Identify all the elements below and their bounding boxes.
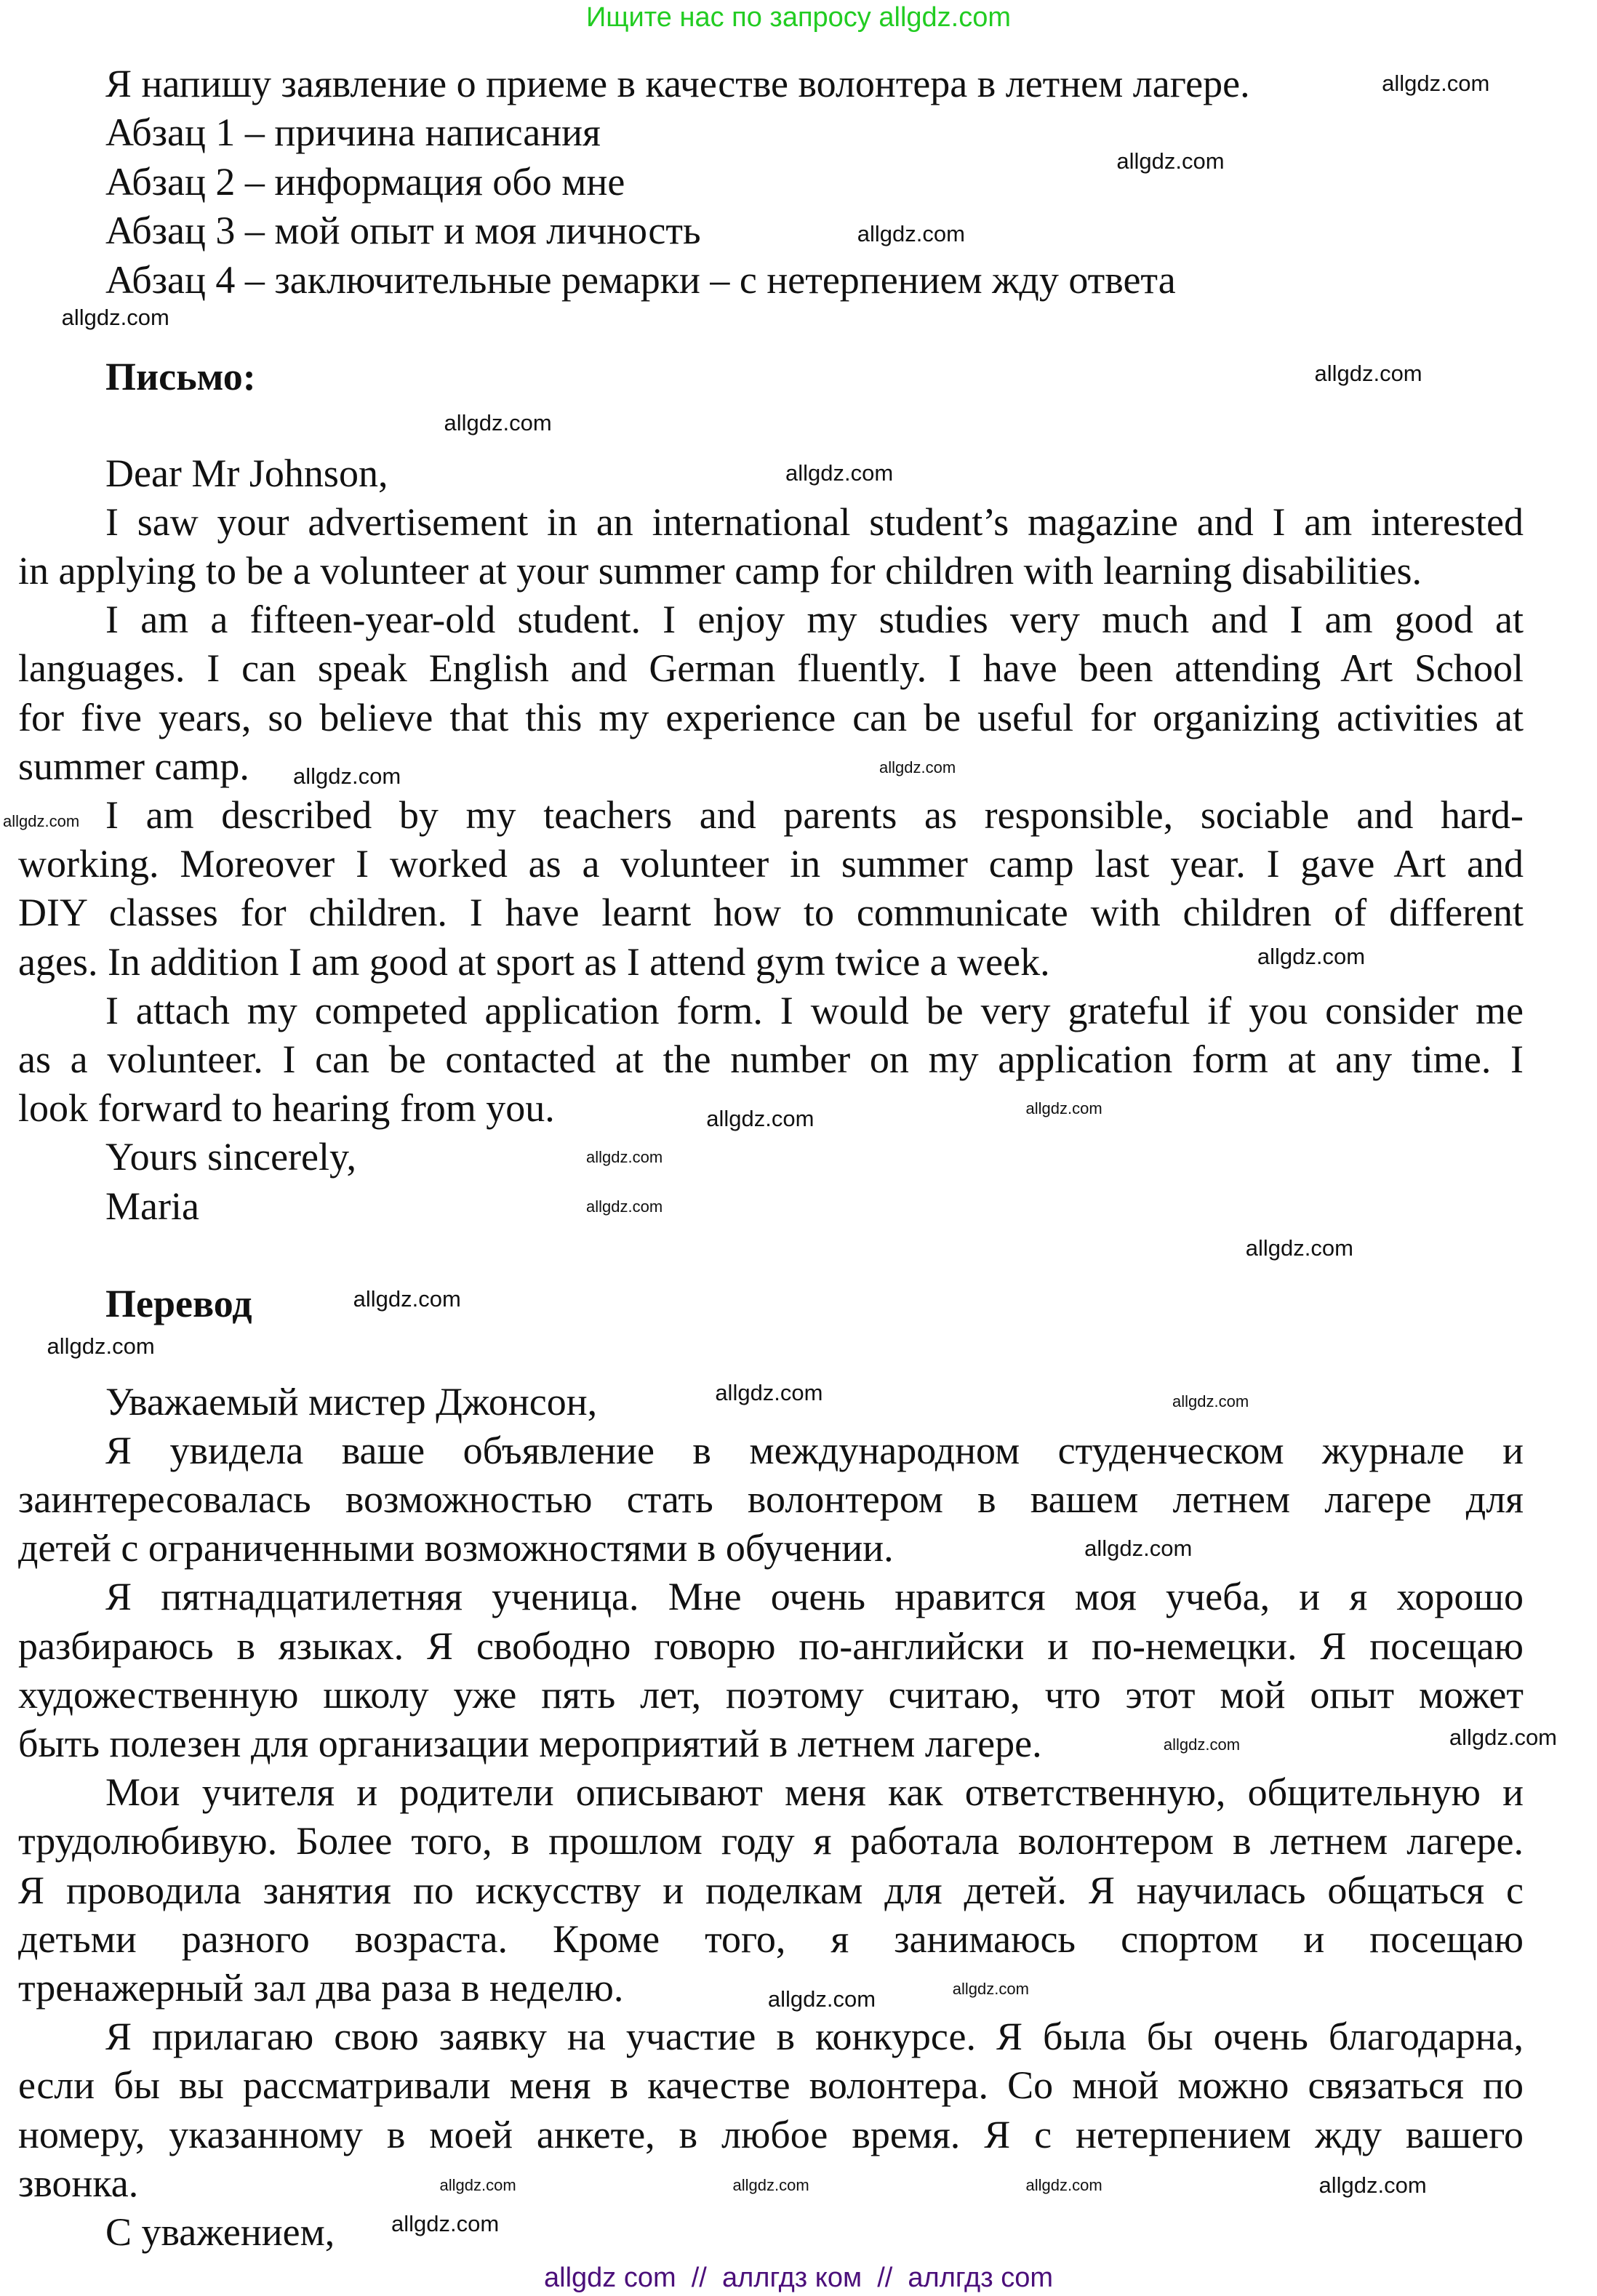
letter-closing: Yours sincerely,: [105, 1135, 356, 1179]
translation-closing: С уважением,: [105, 2209, 335, 2254]
watermark: allgdz.com: [1025, 1099, 1102, 1118]
watermark: allgdz.com: [439, 2176, 516, 2195]
letter-paragraph-line: for five years, so believe that this my experience can be useful for organizing activities at: [18, 695, 1524, 739]
letter-paragraph-line: as a volunteer. I can be contacted at the number on my application form at any time. I: [18, 1037, 1524, 1081]
translation-paragraph-line: детьми разного возраста. Кроме того, я занимаюсь спортом и посещаю: [18, 1916, 1524, 1961]
translation-heading: Перевод: [105, 1281, 252, 1325]
watermark: allgdz.com: [353, 1286, 461, 1312]
letter-paragraph-line: I am described by my teachers and parents as responsible, sociable and hard-: [105, 792, 1524, 837]
watermark: allgdz.com: [1314, 360, 1422, 386]
watermark: allgdz.com: [706, 1106, 814, 1132]
watermark: allgdz.com: [1084, 1535, 1193, 1561]
watermark: allgdz.com: [444, 410, 552, 436]
watermark: allgdz.com: [586, 1197, 663, 1216]
watermark: allgdz.com: [391, 2210, 500, 2236]
letter-paragraph-line: DIY classes for children. I have learnt how to communicate with children of different: [18, 891, 1524, 935]
letter-paragraph-line: working. Moreover I worked as a volunteer in summer camp last year. I gave Art and: [18, 842, 1524, 886]
watermark: allgdz.com: [785, 459, 894, 486]
watermark: allgdz.com: [1163, 1735, 1241, 1754]
watermark: allgdz.com: [952, 1980, 1029, 1999]
intro-line: Абзац 2 – информация обо мне: [105, 159, 625, 204]
footer-banner: allgdz com // аллгдз ком // аллгдз com: [544, 2263, 1053, 2293]
translation-paragraph-line: номеру, указанному в моей анкете, в любое время. Я с нетерпением жду вашего: [18, 2112, 1524, 2156]
translation-paragraph-line: Я увидела ваше объявление в международном студенческом журнале и: [105, 1428, 1524, 1472]
translation-paragraph-line: Я проводила занятия по искусству и поделкам для детей. Я научилась общаться с: [18, 1868, 1524, 1912]
letter-paragraph-line: ages. In addition I am good at sport as I attend gym twice a week.: [18, 939, 1050, 984]
translation-paragraph-line: если бы вы рассматривали меня в качестве волонтера. Со мной можно связаться по: [18, 2063, 1524, 2108]
letter-paragraph-line: I am a fifteen-year-old student. I enjoy my studies very much and I am good at: [105, 598, 1524, 642]
translation-paragraph-line: заинтересовалась возможностью стать волонтером в вашем летнем лагере для: [18, 1477, 1524, 1521]
watermark: allgdz.com: [586, 1147, 663, 1166]
intro-line: Абзац 4 – заключительные ремарки – с нетерпением жду ответа: [105, 257, 1176, 302]
watermark: allgdz.com: [1257, 943, 1366, 969]
intro-line: Я напишу заявление о приеме в качестве волонтера в летнем лагере.: [105, 61, 1250, 105]
letter-paragraph-line: summer camp.: [18, 744, 249, 788]
letter-greeting: Dear Mr Johnson,: [105, 451, 388, 495]
translation-paragraph-line: Мои учителя и родители описывают меня как ответственную, общительную и: [105, 1770, 1524, 1815]
translation-paragraph-line: художественную школу уже пять лет, поэтому считаю, что этот мой опыт может: [18, 1672, 1524, 1717]
intro-line: Абзац 1 – причина написания: [105, 111, 601, 154]
letter-paragraph-line: in applying to be a volunteer at your summer camp for children with learning disabilities.: [18, 548, 1422, 593]
letter-paragraph-line: languages. I can speak English and German fluently. I have been attending Art School: [18, 646, 1524, 691]
translation-greeting: Уважаемый мистер Джонсон,: [105, 1379, 598, 1424]
letter-paragraph-line: look forward to hearing from you.: [18, 1086, 555, 1131]
letter-signature: Maria: [105, 1184, 199, 1228]
watermark: allgdz.com: [47, 1333, 155, 1359]
watermark: allgdz.com: [1382, 70, 1490, 96]
letter-paragraph-line: I saw your advertisement in an international student’s magazine and I am interested: [105, 499, 1524, 544]
translation-paragraph-line: тренажерный зал два раза в неделю.: [18, 1965, 624, 2010]
watermark: allgdz.com: [1172, 1392, 1249, 1411]
translation-paragraph-line: Я пятнадцатилетняя ученица. Мне очень нравится моя учеба, и я хорошо: [105, 1575, 1524, 1619]
search-banner: Ищите нас по запросу allgdz.com: [585, 2, 1011, 33]
watermark: allgdz.com: [3, 812, 80, 831]
watermark: allgdz.com: [1449, 1724, 1558, 1750]
translation-paragraph-line: быть полезен для организации мероприятий в летнем лагере.: [18, 1721, 1042, 1765]
intro-line: Абзац 3 – мой опыт и моя личность: [105, 209, 701, 252]
translation-paragraph-line: детей с ограниченными возможностями в обучении.: [18, 1526, 894, 1570]
watermark: allgdz.com: [857, 221, 965, 247]
watermark: allgdz.com: [293, 763, 401, 789]
translation-paragraph-line: разбираюсь в языках. Я свободно говорю по-английски и по-немецки. Я посещаю: [18, 1623, 1524, 1668]
watermark: allgdz.com: [732, 2176, 809, 2195]
watermark: allgdz.com: [767, 1986, 876, 2012]
translation-paragraph-line: трудолюбивую. Более того, в прошлом году я работала волонтером в летнем лагере.: [18, 1819, 1524, 1863]
watermark: allgdz.com: [879, 758, 956, 776]
watermark: allgdz.com: [1245, 1235, 1353, 1261]
letter-heading: Письмо:: [105, 354, 256, 398]
translation-paragraph-line: звонка.: [18, 2161, 139, 2205]
watermark: allgdz.com: [1318, 2172, 1427, 2199]
watermark: allgdz.com: [61, 305, 169, 331]
watermark: allgdz.com: [1116, 148, 1225, 174]
watermark: allgdz.com: [715, 1380, 823, 1406]
letter-paragraph-line: I attach my competed application form. I would be very grateful if you consider me: [105, 988, 1524, 1032]
translation-paragraph-line: Я прилагаю свою заявку на участие в конкурсе. Я была бы очень благодарна,: [105, 2015, 1524, 2059]
watermark: allgdz.com: [1025, 2176, 1102, 2195]
